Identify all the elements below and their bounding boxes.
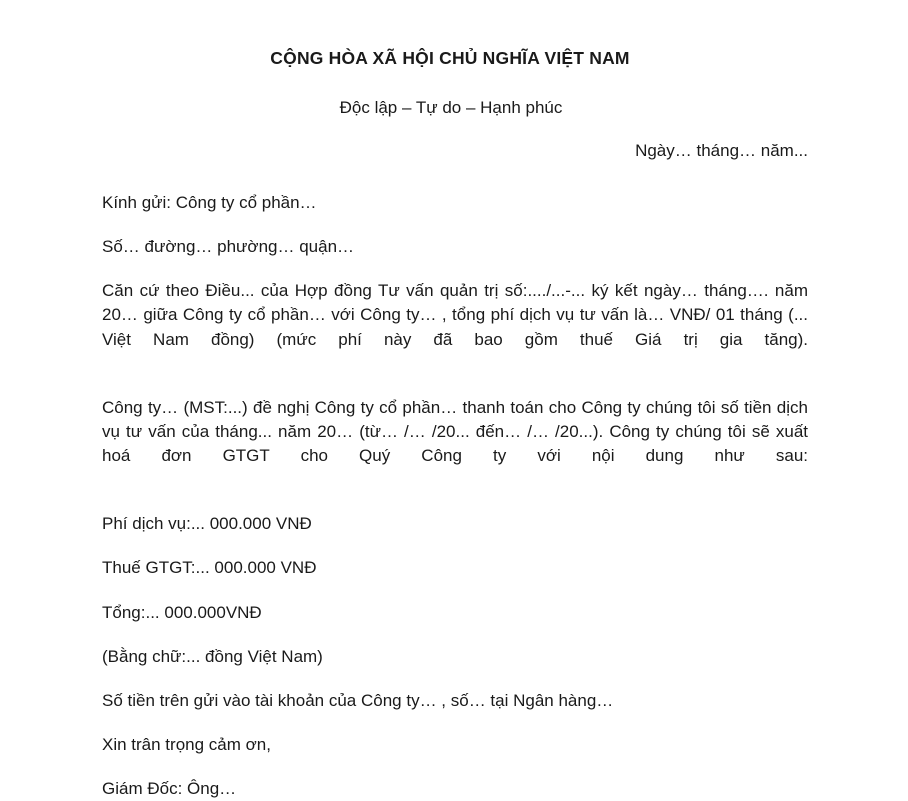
closing-thanks: Xin trân trọng cảm ơn, xyxy=(102,734,271,754)
address-line: Số… đường… phường… quận… xyxy=(102,237,355,257)
amount-service-fee: Phí dịch vụ:... 000.000 VNĐ xyxy=(102,514,312,534)
bank-instruction-line: Số tiền trên gửi vào tài khoản của Công ty… , số… tại Ngân hàng… xyxy=(102,690,614,710)
date-line: Ngày… tháng… năm... xyxy=(635,141,808,160)
amount-total: Tổng:... 000.000VNĐ xyxy=(102,602,262,622)
national-title: CỘNG HÒA XÃ HỘI CHỦ NGHĨA VIỆT NAM xyxy=(270,48,630,68)
signer-line: Giám Đốc: Ông… xyxy=(102,779,237,799)
amount-vat: Thuế GTGT:... 000.000 VNĐ xyxy=(102,558,317,578)
addressee-line: Kính gửi: Công ty cổ phần… xyxy=(102,193,317,213)
national-motto: Độc lập – Tự do – Hạnh phúc xyxy=(339,97,563,117)
document-body-column xyxy=(102,0,808,801)
amount-in-words: (Bằng chữ:... đồng Việt Nam) xyxy=(102,646,323,666)
body-paragraph-2: Công ty… (MST:...) đề nghị Công ty cổ phần… thanh toán cho Công ty chúng tôi số tiền dịch vụ tư vấn của tháng... năm 20… (từ… /… /20... đến… /… /20...). Công ty chúng tôi sẽ xuất hoá đơn GTGT cho Quý Công ty với nội dung như sau: xyxy=(102,397,808,466)
body-paragraph-1: Căn cứ theo Điều... của Hợp đồng Tư vấn quản trị số:..../...-... ký kết ngày… tháng…. năm 20… giữa Công ty cổ phần… với Công ty… , tổng phí dịch vụ tư vấn là… VNĐ/ 01 tháng (... Việt Nam đồng) (mức phí này đã bao gồm thuế Giá trị gia tăng). xyxy=(102,281,808,349)
